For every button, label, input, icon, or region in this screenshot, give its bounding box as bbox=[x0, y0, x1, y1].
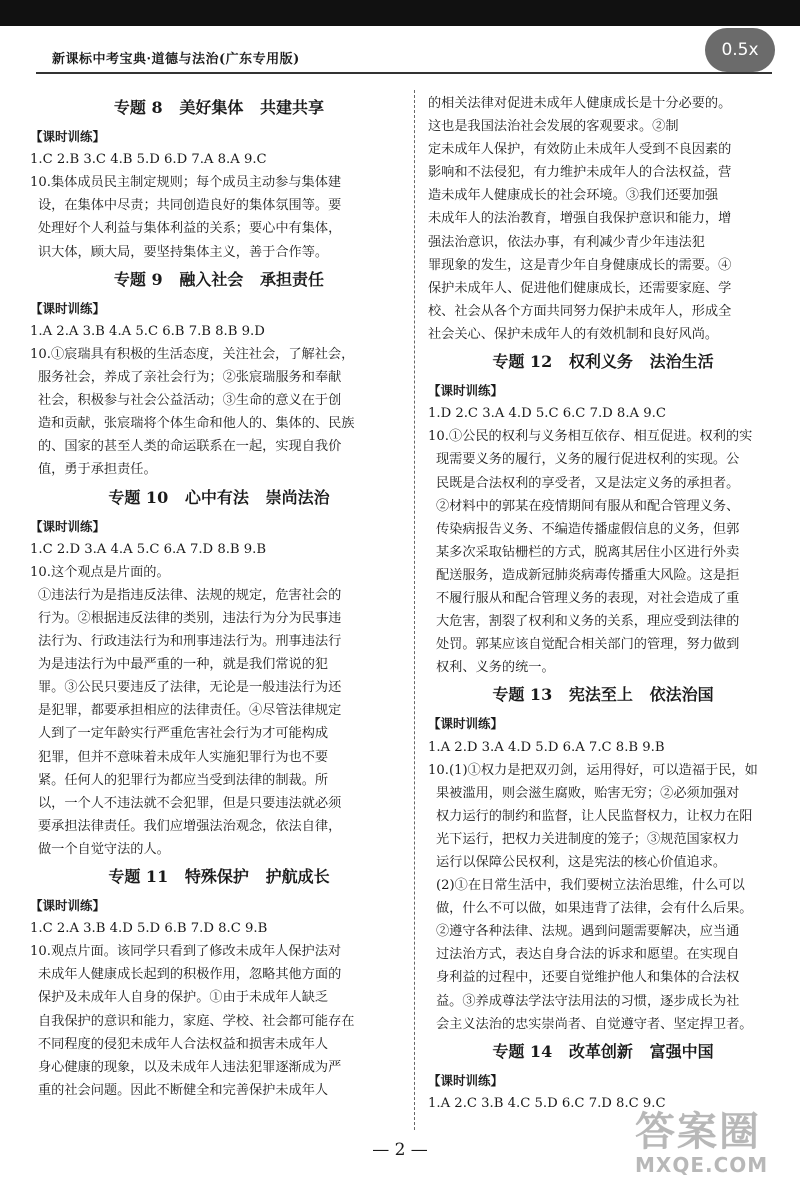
text-line: 光下运行，把权力关进制度的笼子；③规范国家权力 bbox=[436, 831, 740, 847]
text-line: 1.A 2.C 3.B 4.C 5.D 6.C 7.D 8.C 9.C bbox=[428, 1095, 666, 1111]
text-line: 处罚。郭某应该自觉配合相关部门的管理，努力做到 bbox=[436, 637, 740, 653]
text-line: 1.C 2.D 3.A 4.A 5.C 6.A 7.D 8.B 9.B bbox=[30, 541, 267, 557]
running-header: 新课标中考宝典·道德与法治(广东专用版) bbox=[52, 52, 300, 67]
text-line: 犯罪，但并不意味着未成年人实施犯罪行为也不要 bbox=[38, 749, 329, 765]
text-line: 配送服务，造成新冠肺炎病毒传播重大风险。这是拒 bbox=[436, 567, 740, 583]
text-line: 1.C 2.A 3.B 4.D 5.D 6.B 7.D 8.C 9.B bbox=[30, 921, 268, 937]
text-line: 保护及未成年人自身的保护。①由于未成年人缺乏 bbox=[38, 990, 329, 1006]
text-line: (2)①在日常生活中，我们要树立法治思维，什么可以 bbox=[436, 878, 745, 894]
text-line: 传染病报告义务、不编造传播虚假信息的义务，但郭 bbox=[436, 521, 740, 537]
text-line: 要承担法律责任。我们应增强法治观念，依法自律， bbox=[38, 818, 342, 834]
text-line: 这也是我国法治社会发展的客观要求。②制 bbox=[428, 119, 679, 135]
text-line: 过法治方式，表达自身合法的诉求和愿望。在实现自 bbox=[436, 947, 740, 963]
playback-speed-button[interactable]: 0.5x bbox=[705, 28, 775, 72]
text-line: 益。③养成尊法学法守法用法的习惯，逐步成长为社 bbox=[436, 993, 740, 1009]
text-line: 不同程度的侵犯未成年人合法权益和损害未成年人 bbox=[38, 1036, 329, 1052]
section-title: 专题 11 特殊保护 护航成长 bbox=[108, 867, 330, 886]
text-line: 人到了一定年龄实行严重危害社会行为才可能构成 bbox=[38, 726, 329, 742]
text-line: 运行以保障公民权利，这是宪法的核心价值追求。 bbox=[436, 855, 727, 870]
text-line: 值，勇于承担责任。 bbox=[38, 462, 157, 478]
text-line: 大危害，割裂了权利和义务的关系，理应受到法律的 bbox=[436, 614, 740, 630]
text-line: 法行为、行政违法行为和刑事违法行为。刑事违法行 bbox=[38, 634, 342, 650]
text-line: 定未成年人保护，有效防止未成年人受到不良因素的 bbox=[428, 142, 732, 158]
text-line: 的、国家的甚至人类的命运联系在一起，实现自我价 bbox=[38, 439, 342, 455]
section-title: 专题 9 融入社会 承担责任 bbox=[113, 269, 325, 289]
text-line: 10.集体成员民主制定规则；每个成员主动参与集体建 bbox=[30, 175, 342, 191]
text-line: 未成年人健康成长起到的积极作用，忽略其他方面的 bbox=[38, 967, 342, 983]
text-line: 权利、义务的统一。 bbox=[436, 660, 555, 676]
text-line: 紧。任何人的犯罪行为都应当受到法律的制裁。所 bbox=[38, 772, 329, 788]
text-line: 权力运行的制约和监督，让人民监督权力，让权力在阳 bbox=[436, 808, 753, 824]
section-tag: 【课时训练】 bbox=[30, 129, 106, 145]
watermark-logo bbox=[635, 1100, 768, 1177]
text-line: 身心健康的现象，以及未成年人违法犯罪逐渐成为严 bbox=[38, 1059, 342, 1075]
text-line: 是犯罪，都要承担相应的法律责任。④尽管法律规定 bbox=[38, 703, 342, 719]
text-line: 1.D 2.C 3.A 4.D 5.C 6.C 7.D 8.A 9.C bbox=[428, 406, 666, 422]
text-line: ①违法行为是指违反法律、法规的规定，危害社会的 bbox=[38, 587, 342, 603]
text-line: 自我保护的意识和能力，家庭、学校、社会都可能存在 bbox=[38, 1013, 355, 1029]
text-line: ②遵守各种法律、法规。遇到问题需要解决，应当通 bbox=[436, 924, 740, 940]
text-line: 影响和不法侵犯，有力维护未成年人的合法权益，营 bbox=[428, 165, 732, 181]
text-line: 1.A 2.A 3.B 4.A 5.C 6.B 7.B 8.B 9.D bbox=[30, 323, 265, 339]
text-line: 现需要义务的履行，义务的履行促进权利的实现。公 bbox=[436, 452, 740, 468]
section-tag: 【课时训练】 bbox=[30, 898, 106, 914]
text-line: 某多次采取钻栅栏的方式，脱离其居住小区进行外卖 bbox=[436, 544, 740, 560]
text-line: 造和贡献，张宸瑞将个体生命和他人的、集体的、民族 bbox=[38, 416, 355, 432]
text-line: 行为。②根据违反法律的类别，违法行为分为民事违 bbox=[38, 610, 342, 626]
text-line: 未成年人的法治教育，增强自我保护意识和能力，增 bbox=[428, 211, 732, 227]
section-tag: 【课时训练】 bbox=[428, 383, 504, 399]
text-line: 识大体，顾大局，要坚持集体主义，善于合作等。 bbox=[38, 244, 329, 260]
section-tag: 【课时训练】 bbox=[428, 716, 504, 732]
text-line: 民既是合法权利的享受者，又是法定义务的承担者。 bbox=[436, 475, 740, 491]
top-bar bbox=[0, 0, 800, 26]
text-line: 罪。③公民只要违反了法律，无论是一般违法行为还 bbox=[38, 680, 342, 696]
text-line: 罪现象的发生，这是青少年自身健康成长的需要。④ bbox=[428, 257, 732, 273]
section-title: 专题 8 美好集体 共建共享 bbox=[113, 98, 325, 117]
text-line: 强法治意识，依法办事，有利减少青少年违法犯 bbox=[428, 234, 705, 250]
text-line: 社会关心、保护未成年人的有效机制和良好风尚。 bbox=[428, 326, 719, 342]
text-line: 校、社会从各个方面共同努力保护未成年人，形成全 bbox=[428, 303, 732, 319]
text-line: 10.①公民的权利与义务相互依存、相互促进。权利的实 bbox=[428, 429, 753, 445]
header-rule bbox=[36, 72, 772, 74]
text-line: 做，什么不可以做，如果违背了法律，会有什么后果。 bbox=[436, 901, 753, 917]
column-divider bbox=[414, 90, 415, 1130]
section-title: 专题 12 权利义务 法治生活 bbox=[492, 352, 714, 372]
text-line: 会主义法治的忠实崇尚者、自觉遵守者、坚定捍卫者。 bbox=[436, 1016, 753, 1032]
text-line: 处理好个人利益与集体利益的关系；要心中有集体， bbox=[38, 221, 342, 237]
watermark-sub: MXQE.COM bbox=[635, 1153, 769, 1177]
section-title: 专题 14 改革创新 富强中国 bbox=[492, 1041, 714, 1061]
left-column bbox=[30, 92, 408, 1102]
text-line: ②材料中的郭某在疫情期间有服从和配合管理义务、 bbox=[436, 498, 740, 514]
text-line: 社会，积极参与社会公益活动；③生命的意义在于创 bbox=[38, 393, 342, 409]
watermark-main: 答案圈 bbox=[635, 1109, 761, 1155]
text-line: 10.这个观点是片面的。 bbox=[30, 564, 170, 580]
page-number: — 2 — bbox=[372, 1140, 428, 1160]
section-tag: 【课时训练】 bbox=[30, 518, 106, 534]
section-title: 专题 13 宪法至上 依法治国 bbox=[492, 685, 714, 705]
text-line: 10.①宸瑞具有积极的生活态度，关注社会，了解社会， bbox=[30, 346, 355, 362]
text-line: 果被滥用，则会滋生腐败，贻害无穷；②必须加强对 bbox=[436, 785, 740, 801]
section-tag: 【课时训练】 bbox=[428, 1072, 504, 1088]
text-line: 重的社会问题。因此不断健全和完善保护未成年人 bbox=[38, 1082, 329, 1098]
section-title: 专题 10 心中有法 崇尚法治 bbox=[108, 487, 330, 507]
text-line: 10.观点片面。该同学只看到了修改未成年人保护法对 bbox=[30, 944, 342, 960]
text-line: 做一个自觉守法的人。 bbox=[38, 841, 170, 857]
text-line: 1.A 2.D 3.A 4.D 5.D 6.A 7.C 8.B 9.B bbox=[428, 739, 665, 755]
text-line: 保护未成年人、促进他们健康成长，还需要家庭、学 bbox=[428, 280, 732, 296]
text-line: 为是违法行为中最严重的一种，就是我们常说的犯 bbox=[38, 657, 329, 673]
text-line: 服务社会，养成了亲社会行为；②张宸瑞服务和奉献 bbox=[38, 370, 342, 386]
text-line: 以，一个人不违法就不会犯罪，但是只要违法就必须 bbox=[38, 795, 342, 811]
text-line: 身利益的过程中，还要自觉维护他人和集体的合法权 bbox=[436, 970, 740, 986]
text-line: 不履行服从和配合管理义务的表现，对社会造成了重 bbox=[436, 590, 740, 606]
text-line: 1.C 2.B 3.C 4.B 5.D 6.D 7.A 8.A 9.C bbox=[30, 152, 267, 168]
section-tag: 【课时训练】 bbox=[30, 300, 106, 316]
text-line: 的相关法律对促进未成年人健康成长是十分必要的。 bbox=[428, 96, 732, 111]
text-line: 造未成年人健康成长的社会环境。③我们还要加强 bbox=[428, 188, 719, 204]
right-column bbox=[428, 92, 778, 1115]
text-line: 10.(1)①权力是把双刃剑，运用得好，可以造福于民，如 bbox=[428, 762, 758, 778]
text-line: 设，在集体中尽责；共同创造良好的集体氛围等。要 bbox=[38, 198, 342, 214]
